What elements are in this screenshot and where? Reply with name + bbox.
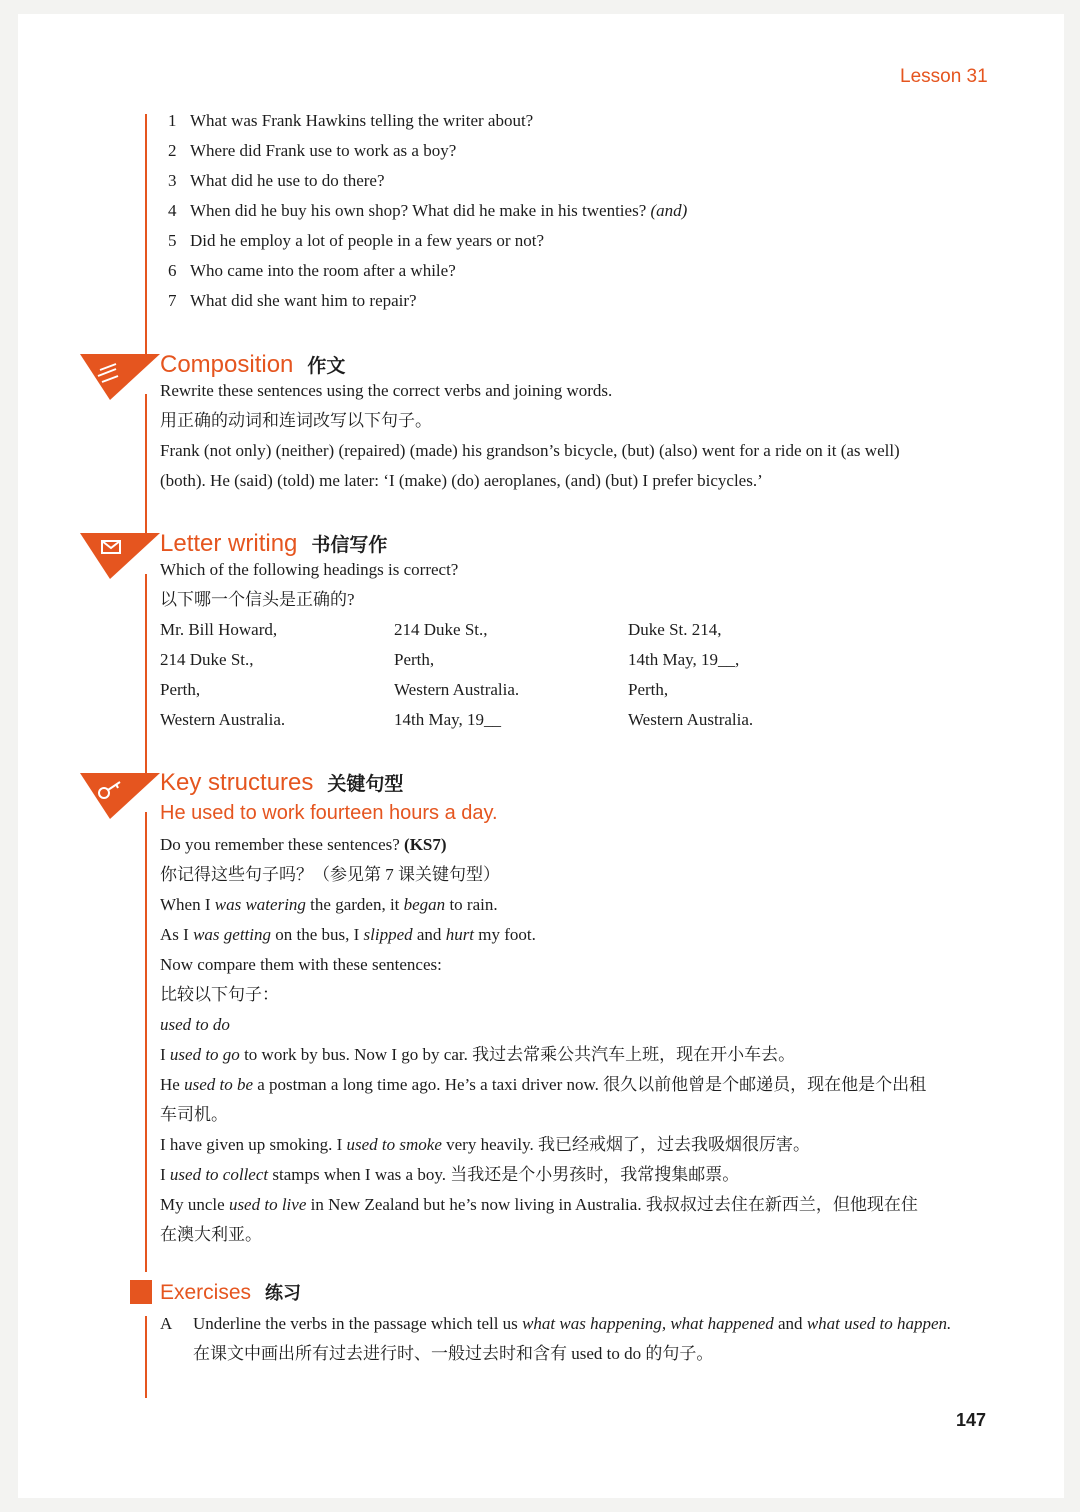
exercises-heading: [160, 1278, 301, 1308]
letter-title: Letter writing: [160, 530, 298, 557]
key-example: As I was getting on the bus, I slipped and hurt my foot.: [160, 925, 536, 944]
envelope-icon: [80, 531, 160, 581]
pen-icon: [80, 352, 160, 402]
exercise-a-text-cn: 在课文中画出所有过去进行时、一般过去时和含有 used to do 的句子。: [193, 1344, 714, 1363]
question-item: 3 What did he use to do there?: [168, 171, 385, 190]
exercise-a-label: A: [160, 1314, 173, 1333]
key-sentence: My uncle used to live in New Zealand but he’s now living in Australia. 我叔叔过去住在新西兰，但他现在住: [160, 1195, 918, 1214]
exercise-a-text: Underline the verbs in the passage which tell us what was happening, what happened and what used to happen.: [193, 1314, 952, 1333]
letter-instruction-cn: 以下哪一个信头是正确的?: [160, 590, 355, 609]
key-sentence: I have given up smoking. I used to smoke very heavily. 我已经戒烟了，过去我吸烟很厉害。: [160, 1135, 811, 1154]
margin-rule: [145, 574, 147, 774]
key-remember: Do you remember these sentences? (KS7): [160, 835, 447, 854]
letter-option-1: Mr. Bill Howard, 214 Duke St., Perth, Western Australia.: [160, 620, 286, 729]
page: [18, 14, 1064, 1498]
exercise-a: [193, 1309, 951, 1369]
key-sentence: He used to be a postman a long time ago. He’s a taxi driver now. 很久以前他曾是个邮递员，现在他是个出租: [160, 1075, 927, 1094]
margin-rule: [145, 394, 147, 539]
margin-rule: [145, 812, 147, 1272]
question-item: 2 Where did Frank use to work as a boy?: [168, 141, 457, 160]
key-subtitle: He used to work fourteen hours a day.: [160, 802, 498, 824]
letter-option-3: Duke St. 214, 14th May, 19__, Perth, Western Australia.: [628, 620, 754, 729]
letter-title-cn: 书信写作: [311, 534, 388, 556]
key-sentence: 在澳大利亚。: [160, 1225, 262, 1244]
composition-instruction: Rewrite these sentences using the correct verbs and joining words.: [160, 381, 613, 400]
question-list: [168, 106, 687, 316]
key-pattern: used to do: [160, 1015, 230, 1034]
key-body: [160, 830, 926, 1250]
question-item: 6 Who came into the room after a while?: [168, 261, 456, 280]
margin-rule: [145, 1316, 147, 1398]
margin-rule: [145, 114, 147, 356]
key-heading: [160, 766, 403, 800]
key-title: Key structures: [160, 769, 314, 796]
key-sentence: I used to go to work by bus. Now I go by car. 我过去常乘公共汽车上班，现在开小车去。: [160, 1045, 796, 1064]
key-title-cn: 关键句型: [327, 773, 404, 795]
question-item: 7 What did she want him to repair?: [168, 291, 417, 310]
page-number: 147: [956, 1410, 987, 1430]
composition-text: Frank (not only) (neither) (repaired) (made) his grandson’s bicycle, (but) (also) went for a ride on it (as well): [160, 441, 900, 460]
key-sentence: I used to collect stamps when I was a boy. 当我还是个小男孩时，我常搜集邮票。: [160, 1165, 740, 1184]
key-compare: Now compare them with these sentences:: [160, 955, 442, 974]
letter-option-2: 214 Duke St., Perth, Western Australia. 14th May, 19__: [394, 620, 520, 729]
composition-text: (both). He (said) (told) me later: ‘I (make) (do) aeroplanes, (and) (but) I prefer bicycles.’: [160, 471, 763, 490]
key-compare-cn: 比较以下句子：: [160, 985, 279, 1004]
lesson-label: Lesson 31: [900, 66, 988, 87]
key-icon: [80, 771, 160, 821]
key-remember-cn: 你记得这些句子吗？（参见第 7 课关键句型）: [160, 865, 500, 884]
exercises-marker: [130, 1280, 152, 1304]
key-sentence: 车司机。: [160, 1105, 228, 1124]
question-item: 4 When did he buy his own shop? What did he make in his twenties? (and): [168, 201, 688, 220]
composition-instruction-cn: 用正确的动词和连词改写以下句子。: [160, 411, 432, 430]
composition-title-cn: 作文: [307, 355, 346, 377]
key-example: When I was watering the garden, it began to rain.: [160, 895, 498, 914]
letter-instructions: [160, 555, 458, 615]
question-item: 5 Did he employ a lot of people in a few years or not?: [168, 231, 545, 250]
letter-instruction: Which of the following headings is correct?: [160, 560, 459, 579]
composition-body: [160, 376, 900, 496]
exercises-title: Exercises: [160, 1281, 252, 1304]
composition-title: Composition: [160, 351, 294, 378]
question-item: 1 What was Frank Hawkins telling the writer about?: [168, 111, 534, 130]
exercises-title-cn: 练习: [265, 1283, 302, 1304]
